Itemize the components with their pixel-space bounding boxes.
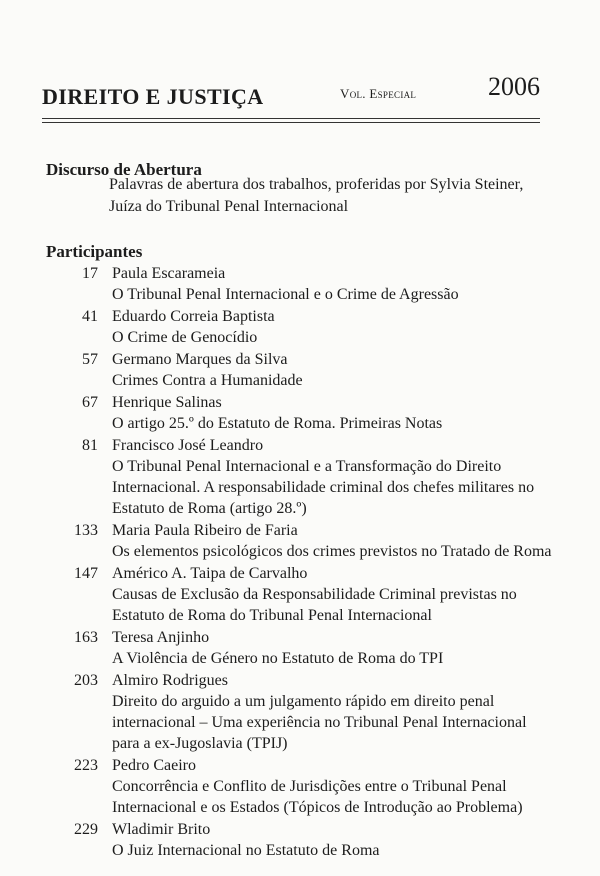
entry-title: O Tribunal Penal Internacional e o Crime de Agressão bbox=[112, 286, 459, 303]
entry-page-number: 17 bbox=[82, 265, 98, 282]
entry-author: Henrique Salinas bbox=[112, 394, 222, 411]
list-item bbox=[0, 627, 600, 669]
entry-page-number: 223 bbox=[74, 757, 98, 774]
entry-author: Pedro Caeiro bbox=[112, 757, 196, 774]
entry-title: A Violência de Género no Estatuto de Roma do TPI bbox=[112, 650, 444, 667]
list-item bbox=[0, 563, 600, 626]
entry-title: Crimes Contra a Humanidade bbox=[112, 372, 303, 389]
list-item bbox=[0, 755, 600, 818]
entry-author: Germano Marques da Silva bbox=[112, 351, 288, 368]
list-item bbox=[0, 349, 600, 391]
entry-author: Eduardo Correia Baptista bbox=[112, 308, 275, 325]
entry-title: O Juiz Internacional no Estatuto de Roma bbox=[112, 842, 380, 859]
entry-page-number: 81 bbox=[82, 437, 98, 454]
entry-page-number: 163 bbox=[74, 629, 98, 646]
entry-author: Maria Paula Ribeiro de Faria bbox=[112, 522, 298, 539]
entry-page-number: 203 bbox=[74, 672, 98, 689]
header-rule-top bbox=[42, 118, 540, 119]
list-item bbox=[0, 263, 600, 305]
entry-author: Francisco José Leandro bbox=[112, 437, 264, 454]
list-item bbox=[0, 392, 600, 434]
entry-page-number: 67 bbox=[82, 394, 98, 411]
entry-page-number: 229 bbox=[74, 821, 98, 838]
entry-title: Concorrência e Conflito de Jurisdições entre o Tribunal Penal Internacional e os Estados (Tópicos de Introdução ao Problema) bbox=[112, 778, 523, 816]
opening-text: Palavras de abertura dos trabalhos, proferidas por Sylvia Steiner, Juíza do Tribunal Penal Internacional bbox=[109, 176, 524, 215]
entry-page-number: 147 bbox=[74, 565, 98, 582]
entry-author: Teresa Anjinho bbox=[112, 629, 210, 646]
list-item bbox=[0, 306, 600, 348]
list-item bbox=[0, 520, 600, 562]
entry-page-number: 57 bbox=[82, 351, 98, 368]
entry-title: O Crime de Genocídio bbox=[112, 329, 258, 346]
list-item bbox=[0, 670, 600, 754]
entry-author: Américo A. Taipa de Carvalho bbox=[112, 565, 308, 582]
participants-heading: Participantes bbox=[46, 242, 143, 261]
entry-title: Os elementos psicológicos dos crimes previstos no Tratado de Roma bbox=[112, 543, 552, 560]
year-label: 2006 bbox=[488, 72, 540, 101]
entry-title: O Tribunal Penal Internacional e a Transformação do Direito Internacional. A responsabilidade criminal dos chefes militares no Estatuto de Roma (artigo 28.º) bbox=[112, 458, 535, 517]
volume-label: Vol. Especial bbox=[340, 86, 417, 101]
journal-title: DIREITO E JUSTIÇA bbox=[42, 84, 264, 109]
header-rule-bottom bbox=[42, 122, 540, 123]
page-header bbox=[42, 70, 542, 110]
opening-heading: Discurso de Abertura bbox=[46, 160, 202, 179]
entry-title: Direito do arguido a um julgamento rápido em direito penal internacional – Uma experiência no Tribunal Penal Internacional para a ex-Jugoslavia (TPIJ) bbox=[112, 693, 527, 752]
entry-page-number: 133 bbox=[74, 522, 98, 539]
list-item bbox=[0, 819, 600, 861]
entry-page-number: 41 bbox=[82, 308, 98, 325]
entry-author: Paula Escarameia bbox=[112, 265, 226, 282]
entry-author: Wladimir Brito bbox=[112, 821, 211, 838]
participants-list bbox=[0, 260, 600, 861]
entry-title: Causas de Exclusão da Responsabilidade Criminal previstas no Estatuto de Roma do Tribunal Penal Internacional bbox=[112, 586, 517, 624]
entry-title: O artigo 25.º do Estatuto de Roma. Primeiras Notas bbox=[112, 415, 443, 432]
entry-author: Almiro Rodrigues bbox=[112, 672, 228, 689]
list-item bbox=[0, 435, 600, 519]
